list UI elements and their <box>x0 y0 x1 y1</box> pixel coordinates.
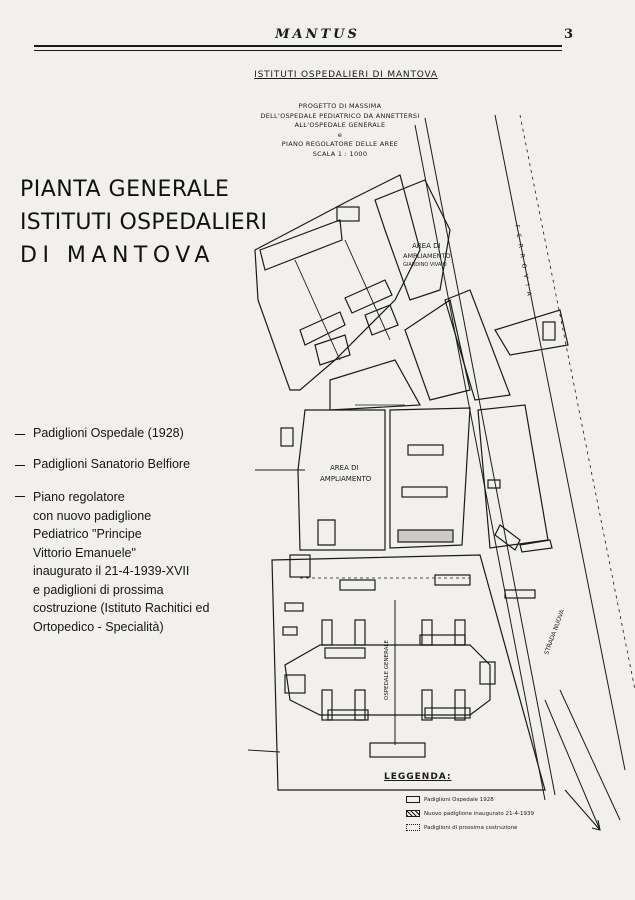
building-far-right <box>543 322 555 340</box>
label-strada-nuova: STRADA NUOVA <box>543 608 567 656</box>
building-mid-L <box>318 520 335 545</box>
railway-line <box>495 115 625 770</box>
building-lower-1 <box>340 580 375 590</box>
list-item-line: costruzione (Istituto Rachitici ed <box>33 601 210 615</box>
railway-track <box>520 115 635 690</box>
list-item-line: Ortopedico - Specialità) <box>33 619 164 634</box>
hospital-wing-4 <box>455 620 465 645</box>
label-area-top-2: AMPLIAMENTO <box>403 252 451 260</box>
legend-row-3 <box>406 824 517 831</box>
title-line-1: PIANTA GENERALE <box>20 177 230 202</box>
legend-row-1 <box>406 796 494 803</box>
building-lower-right <box>505 590 535 598</box>
road-nuova-right <box>560 690 620 820</box>
building-lower-small <box>285 603 303 611</box>
map-subtitle-line: ALL'OSPEDALE GENERALE <box>294 121 386 130</box>
legend-title: LEGGENDA: <box>384 772 452 782</box>
list-item-line: Piano regolatore <box>33 490 125 504</box>
list-item-line: inaugurato il 21-4-1939-XVII <box>33 564 190 578</box>
hospital-end-right <box>480 662 495 684</box>
label-area-mid-2: AMPLIAMENTO <box>320 475 372 483</box>
label-area-top-3: GIARDINO VIVAIO <box>403 262 447 268</box>
label-area-mid: AREA DI <box>330 464 359 472</box>
gate-box <box>281 428 293 446</box>
block-right-mid <box>478 405 548 548</box>
list-item-text: Padiglioni Ospedale (1928) <box>33 426 184 440</box>
junction-plaza <box>330 360 420 410</box>
building-pav-1 <box>300 312 345 345</box>
legend-row-2 <box>406 810 534 817</box>
building-san-2 <box>402 487 447 497</box>
page-number: 3 <box>563 27 573 42</box>
map-heading: ISTITUTI OSPEDALIERI DI MANTOVA <box>254 70 438 80</box>
list-item-line: e padiglioni di prossima <box>33 582 164 597</box>
map-outlines <box>248 115 635 830</box>
map-subtitle-line: SCALA 1 : 1000 <box>312 149 368 158</box>
road-nuova-left <box>545 700 600 830</box>
label-ferrovia: FERROVIA <box>513 224 534 303</box>
building-lower-2 <box>435 575 470 585</box>
road-edge-left <box>415 125 545 800</box>
list-item-text: Padiglioni Sanatorio Belfiore <box>33 457 191 471</box>
path-top-2 <box>345 240 390 340</box>
label-ospedale-generale: OSPEDALE GENERALE <box>384 639 390 700</box>
block-right-triangle <box>445 290 510 400</box>
building-right-small <box>488 480 500 488</box>
legend-text: Padiglioni di prossima costruzione <box>424 824 518 831</box>
direction-arrow <box>565 790 600 830</box>
legend-swatch-solid <box>406 796 420 803</box>
legend-text: Padiglioni Ospedale 1928 <box>424 796 494 803</box>
list-item-line: con nuovo padiglione <box>33 508 152 523</box>
building-top-small <box>337 207 359 221</box>
block-far-right <box>495 310 568 355</box>
map-subtitle-line: PIANO REGOLATORE DELLE AREE <box>281 140 399 149</box>
fence-bottom <box>248 750 280 752</box>
list-item-line: Pediatrico "Principe <box>33 527 142 541</box>
building-pav-2 <box>345 280 392 313</box>
legend-swatch-dotted <box>406 824 420 831</box>
hospital-wing-3 <box>422 620 432 645</box>
map-subtitle-line: e <box>337 130 343 139</box>
building-lower-small-2 <box>283 627 297 635</box>
title-line-2: ISTITUTI OSPEDALIERI <box>20 210 268 235</box>
building-top-left <box>260 220 342 270</box>
block-sanatorio <box>390 408 470 548</box>
legend-swatch-hatch <box>406 810 420 817</box>
hospital-main-entrance <box>370 743 425 757</box>
label-area-top: AREA DI <box>412 242 441 250</box>
block-ospedale-generale <box>272 555 545 790</box>
map-subtitle-line: DELL'OSPEDALE PEDIATRICO DA ANNETTERSI <box>260 111 420 120</box>
magazine-title: MANTUS <box>275 27 360 42</box>
hospital-pav-2 <box>420 635 465 645</box>
building-pav-4 <box>365 305 398 335</box>
building-entrance-left <box>290 555 310 577</box>
path-top-1 <box>295 260 340 360</box>
hospital-wing-1 <box>322 620 332 645</box>
map-subtitle-line: PROGETTO DI MASSIMA <box>298 102 382 110</box>
list-item-line: Vittorio Emanuele" <box>33 545 136 560</box>
hospital-pav-1 <box>325 648 365 658</box>
building-san-1 <box>408 445 443 455</box>
building-right-long <box>520 540 552 552</box>
hospital-wing-2 <box>355 620 365 645</box>
legend-text: Nuovo padiglione inaugurato 21-4-1939 <box>424 810 534 817</box>
title-line-3: DI MANTOVA <box>20 243 215 268</box>
building-pediatrico <box>398 530 453 542</box>
